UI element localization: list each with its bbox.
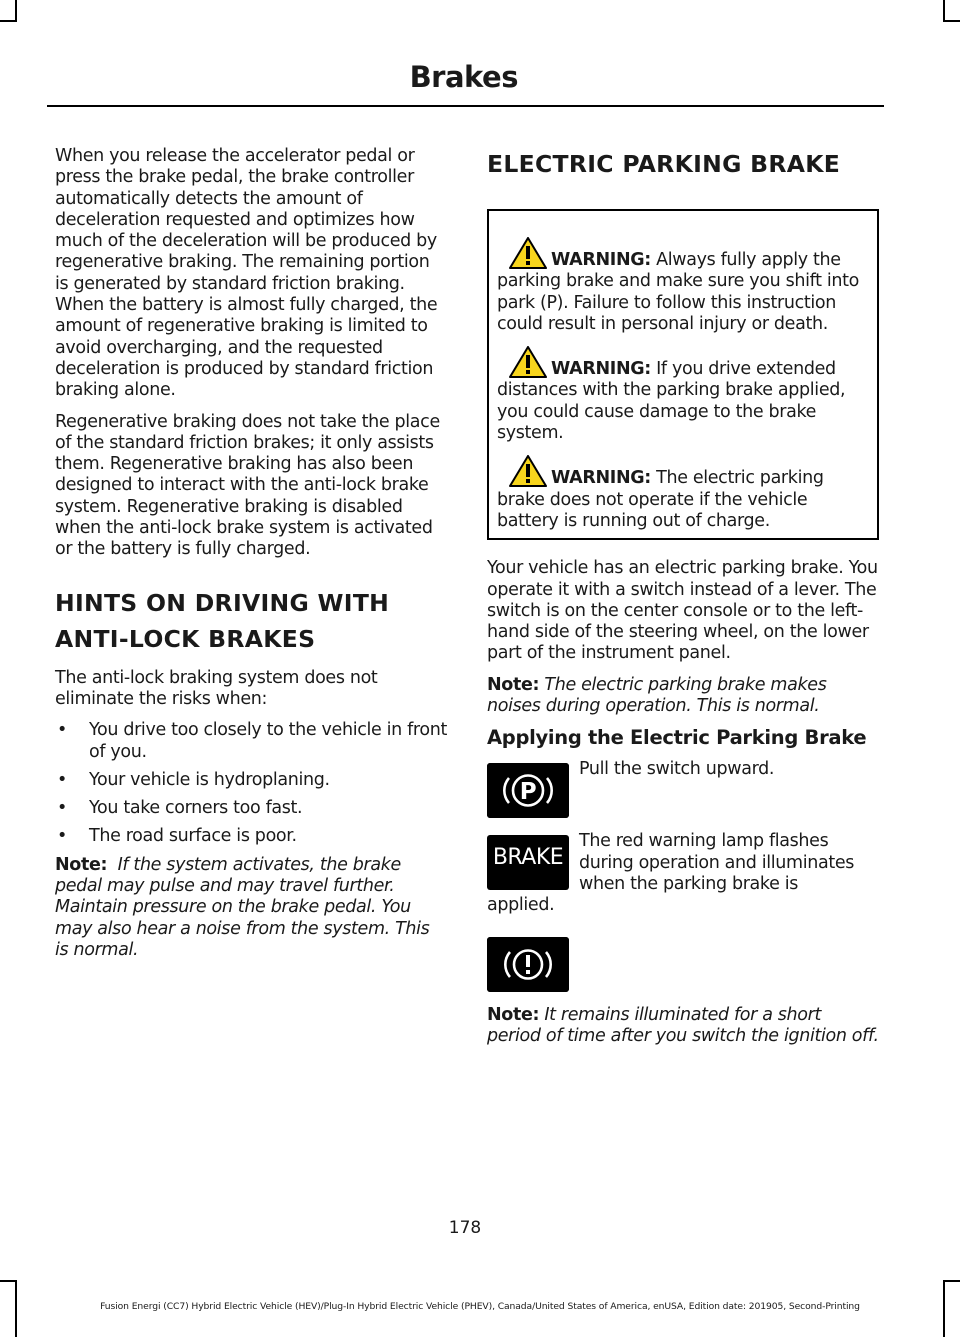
lamp-p-text: Pull the switch upward. bbox=[579, 759, 775, 780]
note-text: The electric parking brake makes noises during operation. This is normal. bbox=[487, 674, 827, 717]
abs-note bbox=[55, 855, 447, 961]
warning-label: WARNING: bbox=[551, 468, 651, 489]
note-text: If the system activates, the brake pedal may pulse and may travel further. Maintain pressure on the brake pedal. You may also hear a noise from the system. This is normal. bbox=[55, 854, 430, 960]
warning-label: WARNING: bbox=[551, 359, 651, 380]
list-item: • You drive too closely to the vehicle in front of you. bbox=[57, 720, 447, 762]
epb-note-2 bbox=[487, 1005, 879, 1048]
note-label: Note: bbox=[55, 854, 108, 875]
regen-paragraph-1: When you release the accelerator pedal or press the brake pedal, the brake controller automatically detects the amount of deceleration requested and optimizes how much of the deceleration will be produced by regenerative braking. The remaining portion is generated by standard friction braking. When the battery is almost fully charged, the amount of regenerative braking is limited to avoid overcharging, and the requested deceleration is produced by standard friction braking alone. bbox=[55, 146, 438, 401]
page-number: 178 bbox=[448, 1218, 482, 1238]
risk-list bbox=[55, 720, 447, 847]
crop-mark bbox=[0, 20, 17, 22]
crop-mark bbox=[15, 1280, 17, 1337]
crop-mark bbox=[943, 0, 945, 22]
warning-text: The electric parking brake does not operate if the vehicle battery is running out of charge. bbox=[497, 468, 824, 531]
crop-mark bbox=[0, 1280, 17, 1282]
list-item: • The road surface is poor. bbox=[57, 826, 297, 847]
heading-line-2: ANTI-LOCK BRAKES bbox=[55, 624, 316, 653]
warning-item bbox=[497, 237, 869, 335]
warning-text: If you drive extended distances with the parking brake applied, you could cause damage to the brake system. bbox=[497, 359, 846, 444]
bullet-mark: • bbox=[57, 720, 67, 741]
lamp-row-exclaim bbox=[487, 937, 879, 997]
regen-paragraph-2: Regenerative braking does not take the place of the standard friction brakes; it only assists them. Regenerative braking has also been designed to interact with the anti-lock brake system. Regenerative braking is disabled when the anti-lock brake system is activated or the battery is fully charged. bbox=[55, 411, 440, 560]
lamp-brake-text-cont: applied. bbox=[487, 895, 555, 916]
abs-intro: The anti-lock braking system does not eliminate the risks when: bbox=[55, 667, 378, 709]
lamp-row-p bbox=[487, 759, 879, 831]
warning-item bbox=[497, 455, 869, 532]
heading-line-1: HINTS ON DRIVING WITH bbox=[55, 588, 390, 617]
brake-text-lamp-icon bbox=[487, 835, 569, 890]
note-label: Note: bbox=[487, 674, 540, 695]
bullet-mark: • bbox=[57, 769, 67, 790]
crop-mark bbox=[943, 20, 960, 22]
parking-brake-p-icon bbox=[487, 763, 569, 818]
list-item: • Your vehicle is hydroplaning. bbox=[57, 769, 330, 790]
warning-text: Always fully apply the parking brake and make sure you shift into park (P). Failure to follow this instruction could result in personal injury or death. bbox=[497, 250, 859, 334]
subheading-applying: Applying the Electric Parking Brake bbox=[487, 726, 867, 750]
crop-mark bbox=[15, 0, 17, 22]
warning-triangle-icon bbox=[509, 237, 547, 269]
brake-lamp-word: BRAKE bbox=[492, 845, 564, 871]
warning-triangle-icon bbox=[509, 455, 547, 487]
epb-paragraph: Your vehicle has an electric parking brake. You operate it with a switch instead of a lever. The switch is on the center console or to the left-hand side of the steering wheel, on the lower part of the instrument panel. bbox=[487, 558, 878, 664]
edition-footer: Fusion Energi (CC7) Hybrid Electric Vehicle (HEV)/Plug-In Hybrid Electric Vehicle (PHEV), Canada/United States of America, enUSA, Edition date: 201905, Second-Printing bbox=[100, 1301, 860, 1312]
section-heading-epb: ELECTRIC PARKING BRAKE bbox=[487, 150, 841, 178]
note-label: Note: bbox=[487, 1004, 540, 1025]
svg-text:P: P bbox=[519, 779, 537, 806]
bullet-mark: • bbox=[57, 798, 67, 819]
warning-triangle-icon bbox=[509, 346, 547, 378]
right-column bbox=[487, 150, 879, 1057]
note-text: It remains illuminated for a short period of time after you switch the ignition off. bbox=[487, 1004, 879, 1046]
section-heading-hints bbox=[55, 589, 447, 654]
page-title: Brakes bbox=[409, 60, 518, 94]
left-column bbox=[55, 146, 447, 971]
brake-exclamation-icon bbox=[487, 937, 569, 992]
crop-mark bbox=[943, 1280, 960, 1282]
warning-label: WARNING: bbox=[551, 250, 651, 270]
list-item: • You take corners too fast. bbox=[57, 798, 303, 819]
epb-note-1 bbox=[487, 675, 879, 718]
bullet-mark: • bbox=[57, 826, 67, 847]
header-divider bbox=[47, 105, 884, 107]
warning-box bbox=[487, 209, 879, 540]
warning-item bbox=[497, 346, 869, 444]
lamp-brake-text: The red warning lamp flashes during operation and illuminates when the parking brake is bbox=[579, 831, 855, 894]
crop-mark bbox=[943, 1280, 945, 1337]
lamp-row-brake bbox=[487, 831, 879, 895]
